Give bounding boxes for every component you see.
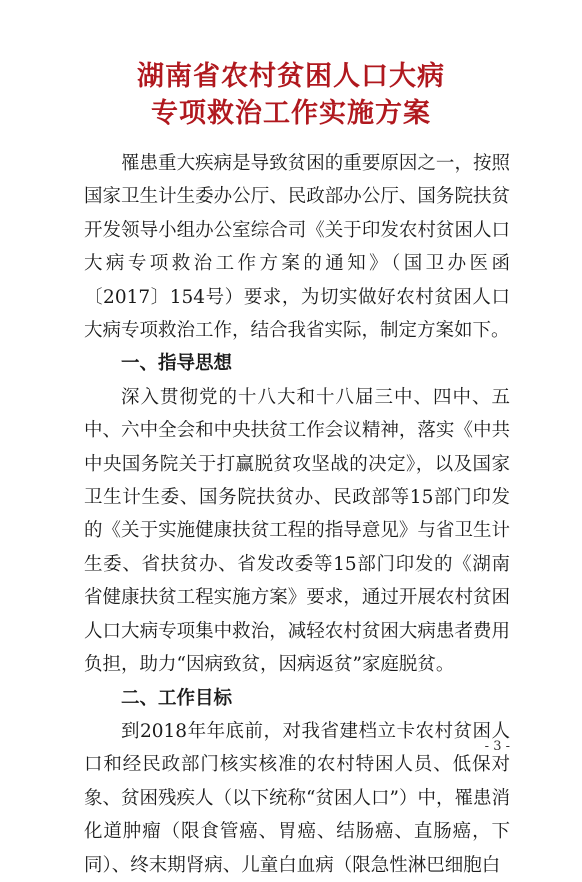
section-heading-work-goals: 二、工作目标 bbox=[121, 687, 233, 709]
page-number: - 3 - bbox=[484, 739, 510, 754]
paragraph-work-goals: 到2018年年底前，对我省建档立卡农村贫困人口和经民政部门核实核准的农村特困人员、低保对象、贫困残疾人（以下统称“贫困人口”）中，罹患消化道肿瘤（限食管癌、胃癌、结肠癌、直肠癌，下同）、终末期肾病、儿童白血病（限急性淋巴细胞白 bbox=[84, 720, 510, 876]
document-body bbox=[84, 147, 510, 882]
document-title-line-2: 专项救治工作实施方案 bbox=[151, 98, 431, 129]
section-heading-guiding-ideology: 一、指导思想 bbox=[121, 353, 233, 375]
document-title-line-1: 湖南省农村贫困人口大病 bbox=[137, 61, 445, 92]
paragraph-guiding-ideology: 深入贯彻党的十八大和十八届三中、四中、五中、六中全会和中央扶贫工作会议精神，落实《中共中央国务院关于打赢脱贫攻坚战的决定》，以及国家卫生计生委、国务院扶贫办、民政部等15部门印发的《关于实施健康扶贫工程的指导意见》与省卫生计生委、省扶贫办、省发改委等15部门印发的《湖南省健康扶贫工程实施方案》要求，通过开展农村贫困人口大病专项集中救治，减轻农村贫困大病患者费用负担，助力“因病致贫，因病返贫”家庭脱贫。 bbox=[84, 386, 510, 676]
paragraph-intro: 罹患重大疾病是导致贫困的重要原因之一，按照国家卫生计生委办公厅、民政部办公厅、国务院扶贫开发领导小组办公室综合司《关于印发农村贫困人口大病专项救治工作方案的通知》（国卫办医函〔2017〕154号）要求，为切实做好农村贫困人口大病专项救治工作，结合我省实际，制定方案如下。 bbox=[84, 153, 510, 342]
